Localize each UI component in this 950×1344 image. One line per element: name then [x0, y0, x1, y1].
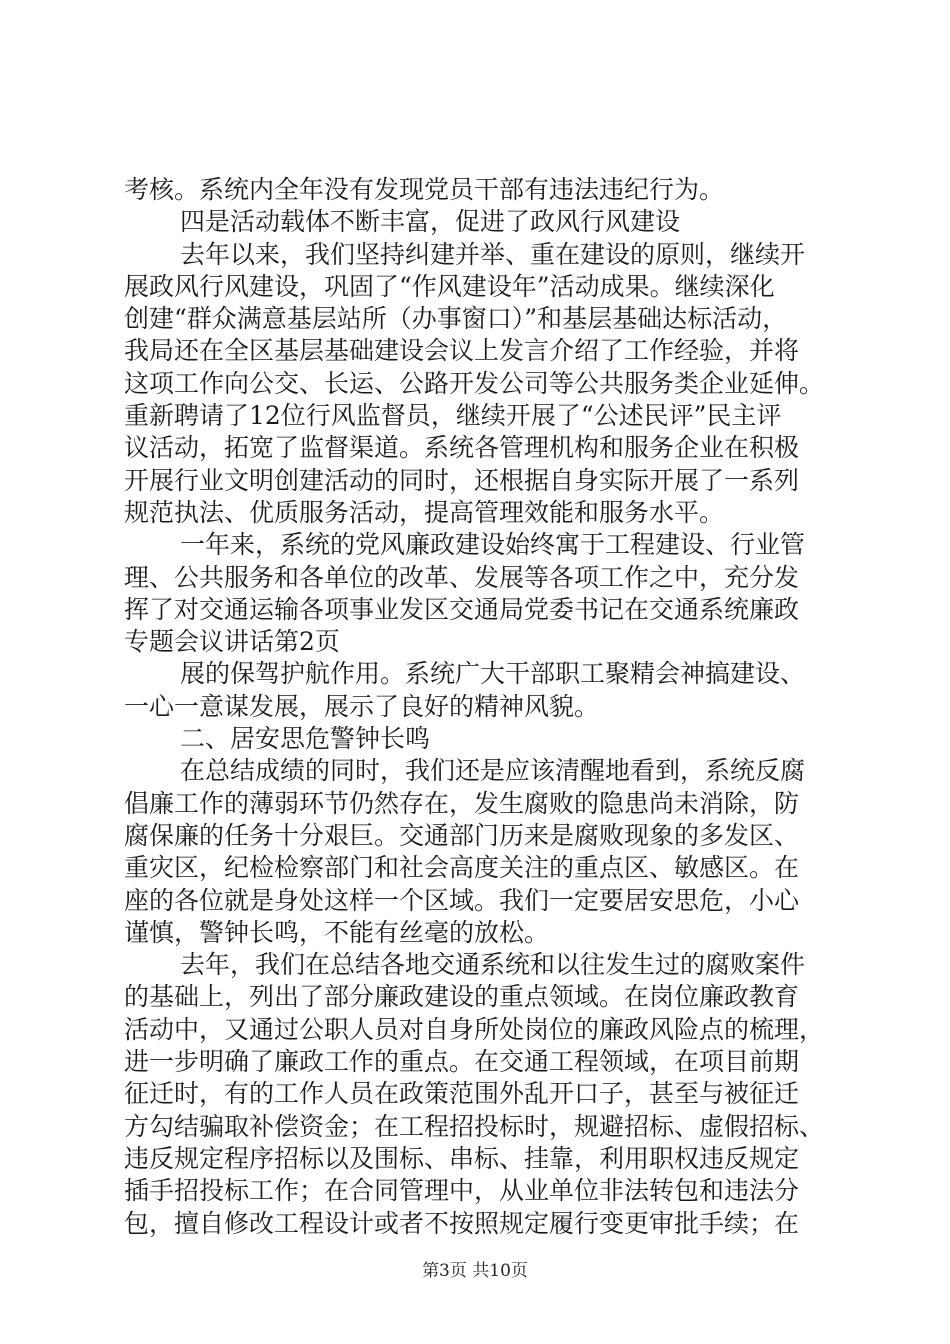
text-line: 重灾区，纪检检察部门和社会高度关注的重点区、敏感区。在: [124, 853, 800, 883]
text-line: 理、公共服务和各单位的改革、发展等各项工作之中，充分发: [124, 562, 800, 592]
text-line: 违反规定程序招标以及围标、串标、挂靠，利用职权违反规定: [124, 1143, 800, 1173]
text-line: 挥了对交通运输各项事业发区交通局党委书记在交通系统廉政: [124, 594, 800, 624]
text-line: 插手招投标工作；在合同管理中，从业单位非法转包和违法分: [124, 1176, 800, 1206]
text-line: 去年，我们在总结各地交通系统和以往发生过的腐败案件: [180, 950, 806, 980]
text-line: 规范执法、优质服务活动，提高管理效能和服务水平。: [124, 497, 725, 527]
text-line: 这项工作向公交、长运、公路开发公司等公共服务类企业延伸。: [124, 368, 825, 398]
text-line: 去年以来，我们坚持纠建并举、重在建设的原则，继续开: [180, 239, 806, 269]
text-line: 的基础上，列出了部分廉政建设的重点领域。在岗位廉政教育: [124, 982, 800, 1012]
section-heading: 二、居安思危警钟长鸣: [180, 724, 431, 754]
text-line: 开展行业文明创建活动的同时，还根据自身实际开展了一系列: [124, 465, 800, 495]
text-line: 谨慎，警钟长鸣，不能有丝毫的放松。: [124, 917, 550, 947]
text-line: 重新聘请了12位行风监督员，继续开展了“公述民评”民主评: [124, 401, 782, 431]
text-line: 展政风行风建设，巩固了“作风建设年”活动成果。继续深化: [124, 271, 775, 301]
section-heading: 四是活动载体不断丰富，促进了政风行风建设: [180, 207, 681, 237]
text-line: 座的各位就是身处这样一个区域。我们一定要居安思危，小心: [124, 885, 800, 915]
text-line: 议活动，拓宽了监督渠道。系统各管理机构和服务企业在积极: [124, 433, 800, 463]
page-footer: 第3页 共10页: [422, 1261, 528, 1281]
text-line: 倡廉工作的薄弱环节仍然存在，发生腐败的隐患尚未消除，防: [124, 788, 800, 818]
text-line: 活动中，又通过公职人员对自身所处岗位的廉政风险点的梳理，: [124, 1014, 825, 1044]
text-line: 方勾结骗取补偿资金；在工程招投标时，规避招标、虚假招标、: [124, 1111, 825, 1141]
text-line: 进一步明确了廉政工作的重点。在交通工程领域，在项目前期: [124, 1047, 800, 1077]
text-line: 专题会议讲话第2页: [124, 627, 340, 657]
text-line: 一年来，系统的党风廉政建设始终寓于工程建设、行业管: [180, 530, 806, 560]
text-line: 在总结成绩的同时，我们还是应该清醒地看到，系统反腐: [180, 756, 806, 786]
text-line: 我局还在全区基层基础建设会议上发言介绍了工作经验，并将: [124, 336, 800, 366]
text-line: 展的保驾护航作用。系统广大干部职工聚精会神搞建设、: [180, 659, 806, 689]
text-line: 创建“群众满意基层站所（办事窗口）”和基层基础达标活动，: [124, 304, 788, 334]
text-line: 一心一意谋发展，展示了良好的精神风貌。: [124, 691, 600, 721]
text-line: 腐保廉的任务十分艰巨。交通部门历来是腐败现象的多发区、: [124, 820, 800, 850]
text-line: 征迁时，有的工作人员在政策范围外乱开口子，甚至与被征迁: [124, 1079, 800, 1109]
text-line: 考核。系统内全年没有发现党员干部有违法违纪行为。: [124, 175, 725, 204]
document-body: [124, 174, 830, 1240]
text-line: 包，擅自修改工程设计或者不按照规定履行变更审批手续；在: [124, 1208, 800, 1238]
